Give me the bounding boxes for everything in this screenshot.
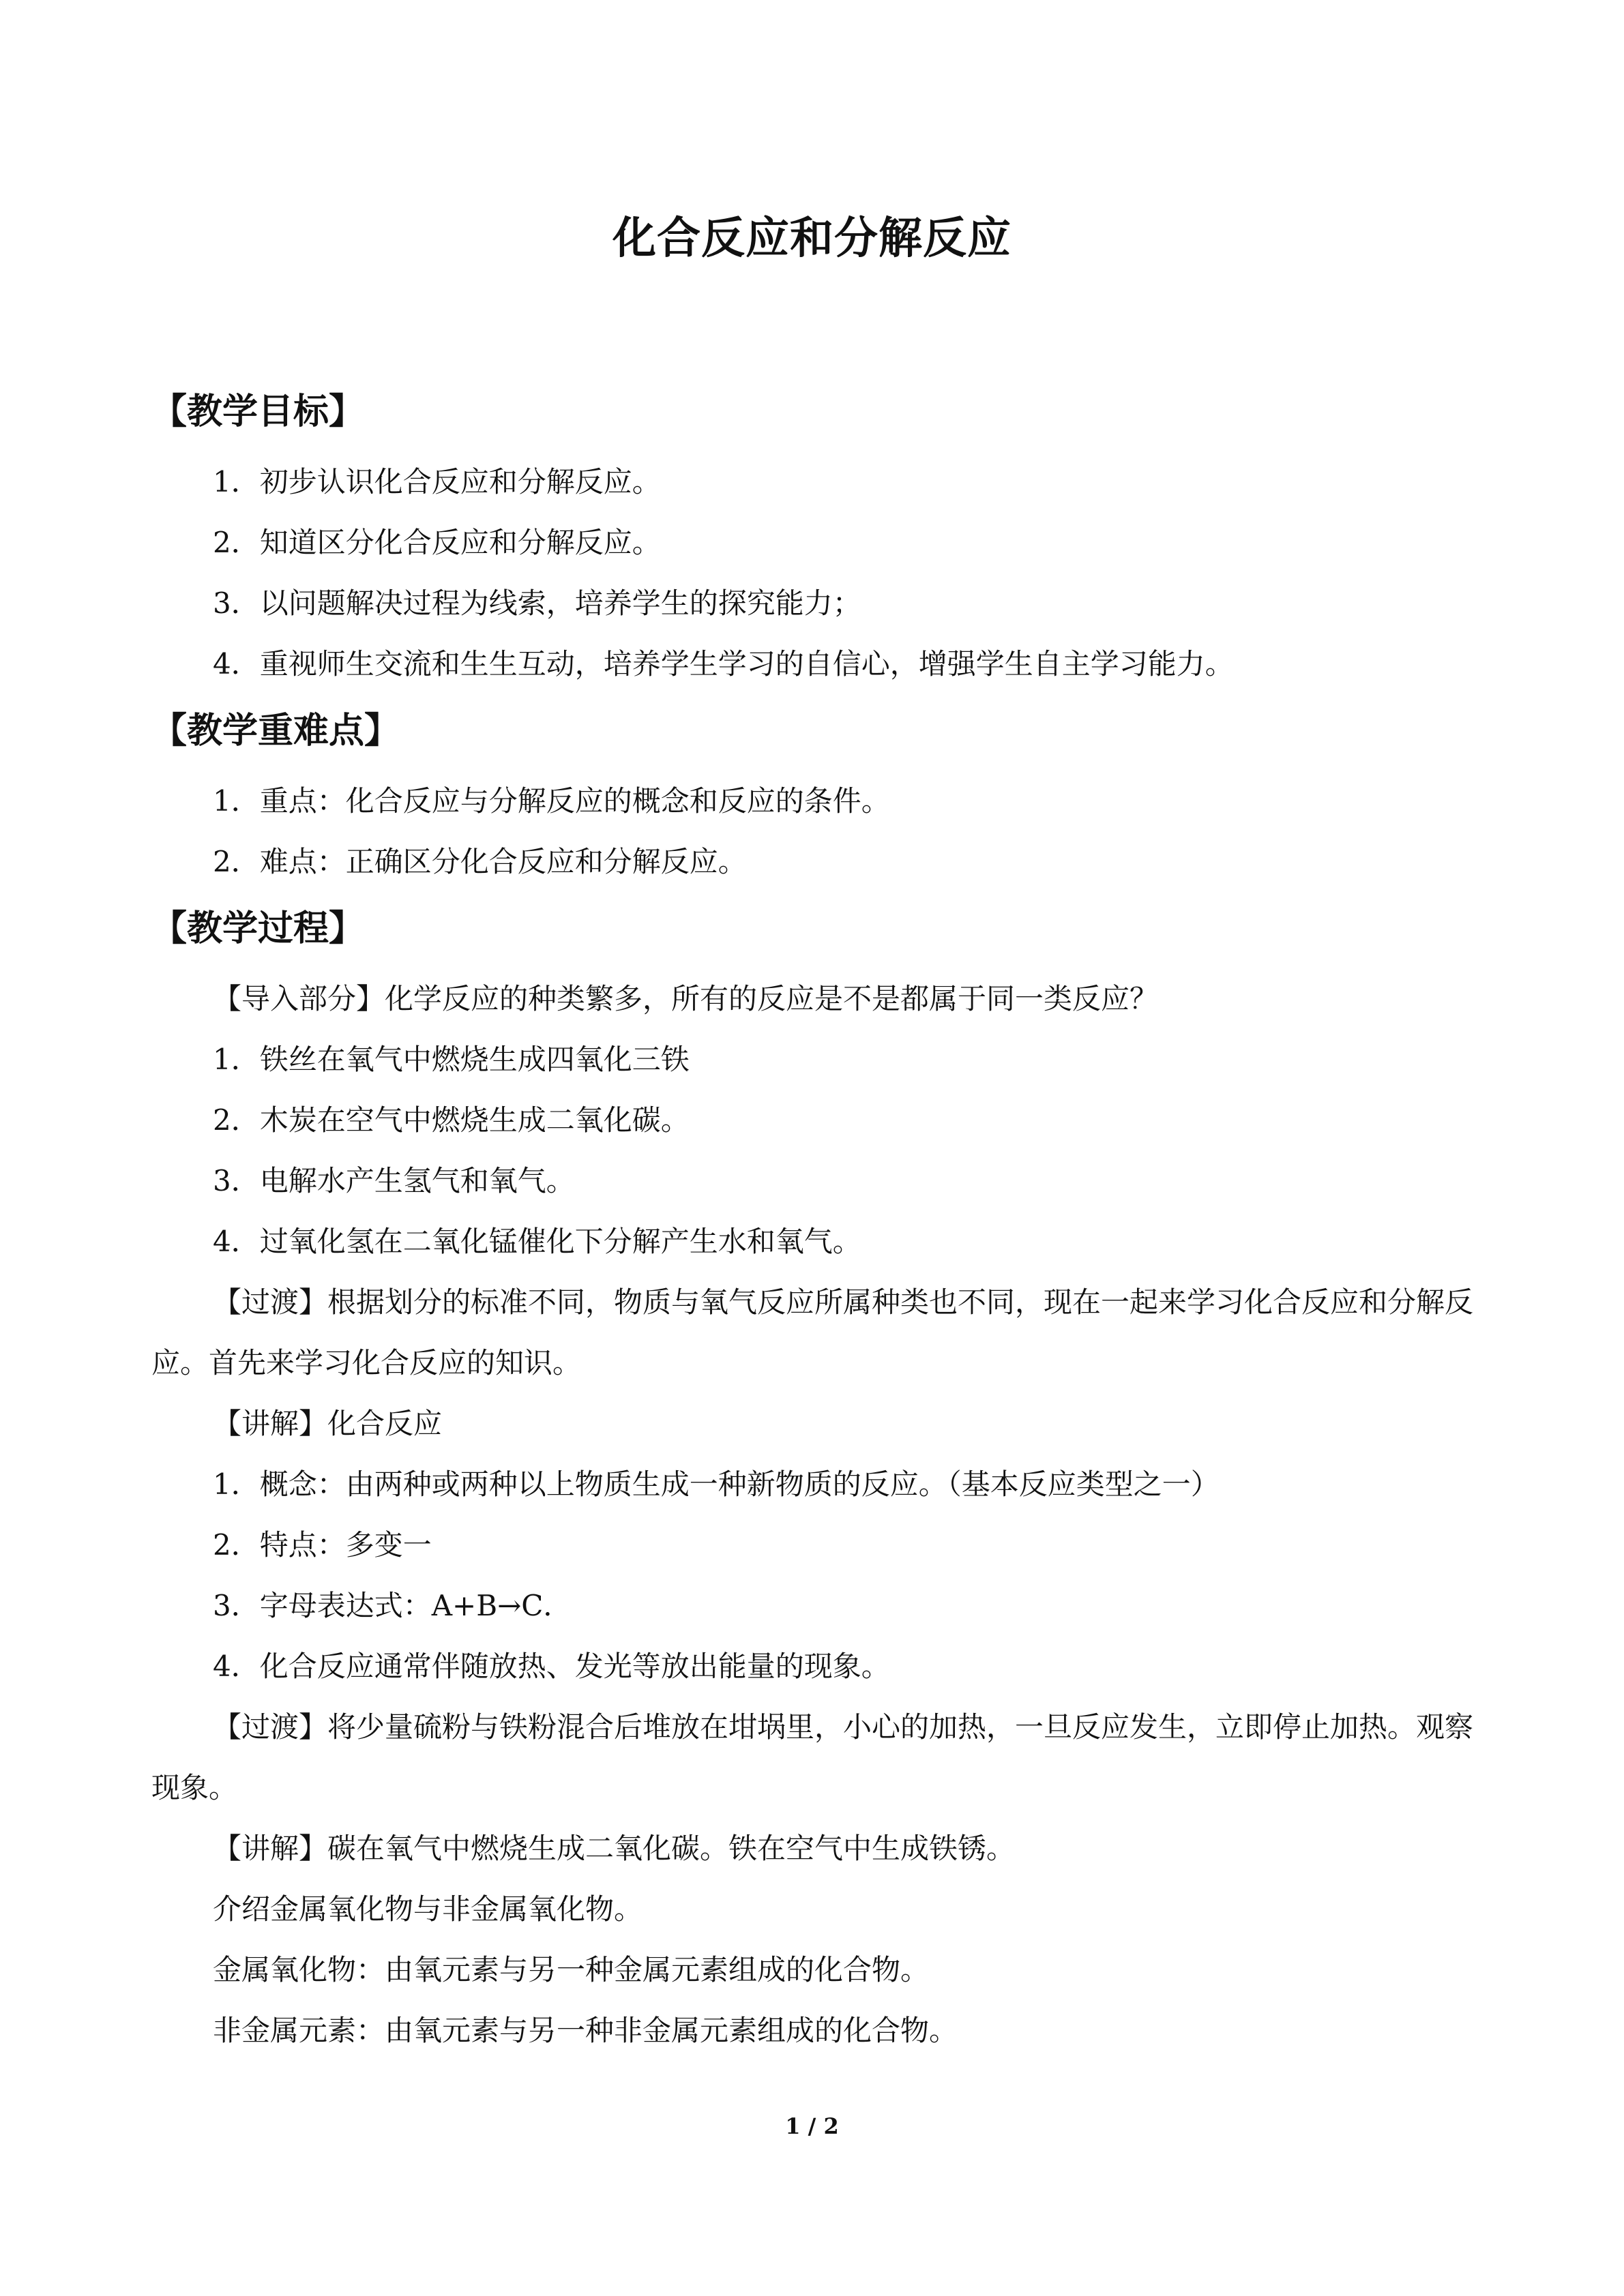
paragraph: 4．过氧化氢在二氧化锰催化下分解产生水和氧气。 xyxy=(213,1225,861,1258)
section-heading-objectives: 【教学目标】 xyxy=(151,391,365,432)
section-heading-key-points: 【教学重难点】 xyxy=(151,711,400,751)
paragraph: 2．难点：正确区分化合反应和分解反应。 xyxy=(213,845,747,878)
paragraph: 【过渡】将少量硫粉与铁粉混合后堆放在坩埚里，小心的加热，一旦反应发生，立即停止加热。观察现象。 xyxy=(151,1710,1474,1804)
paragraph: 【导入部分】化学反应的种类繁多，所有的反应是不是都属于同一类反应？ xyxy=(213,982,1159,1015)
paragraph: 1．铁丝在氧气中燃烧生成四氧化三铁 xyxy=(213,1043,690,1076)
paragraph: 介绍金属氧化物与非金属氧化物。 xyxy=(213,1892,643,1926)
paragraph: 1．重点：化合反应与分解反应的概念和反应的条件。 xyxy=(213,784,890,818)
document-title: 化合反应和分解反应 xyxy=(612,213,1012,264)
page-number: 1 / 2 xyxy=(785,2113,839,2139)
paragraph: 非金属元素：由氧元素与另一种非金属元素组成的化合物。 xyxy=(213,2014,958,2047)
paragraph: 3．电解水产生氢气和氧气。 xyxy=(213,1164,575,1197)
paragraph: 4．化合反应通常伴随放热、发光等放出能量的现象。 xyxy=(213,1650,890,1683)
paragraph: 3．以问题解决过程为线索，培养学生的探究能力； xyxy=(213,586,861,620)
paragraph: 金属氧化物：由氧元素与另一种金属元素组成的化合物。 xyxy=(213,1953,930,1986)
paragraph: 2．特点：多变一 xyxy=(213,1528,432,1562)
paragraph: 3．字母表达式：A+B→C． xyxy=(213,1589,572,1622)
paragraph: 2．知道区分化合反应和分解反应。 xyxy=(213,526,661,559)
paragraph: 1．概念：由两种或两种以上物质生成一种新物质的反应。（基本反应类型之一） xyxy=(213,1467,1220,1501)
paragraph: 2．木炭在空气中燃烧生成二氧化碳。 xyxy=(213,1103,690,1137)
paragraph: 【过渡】根据划分的标准不同，物质与氧气反应所属种类也不同，现在一起来学习化合反应和分解反应。首先来学习化合反应的知识。 xyxy=(151,1285,1474,1380)
paragraph: 【讲解】化合反应 xyxy=(213,1407,443,1440)
paragraph: 4．重视师生交流和生生互动，培养学生学习的自信心，增强学生自主学习能力。 xyxy=(213,647,1234,681)
document-body xyxy=(151,382,1475,2061)
paragraph: 1．初步认识化合反应和分解反应。 xyxy=(213,465,661,498)
section-heading-process: 【教学过程】 xyxy=(151,908,365,949)
paragraph: 【讲解】碳在氧气中燃烧生成二氧化碳。铁在空气中生成铁锈。 xyxy=(213,1832,1016,1865)
